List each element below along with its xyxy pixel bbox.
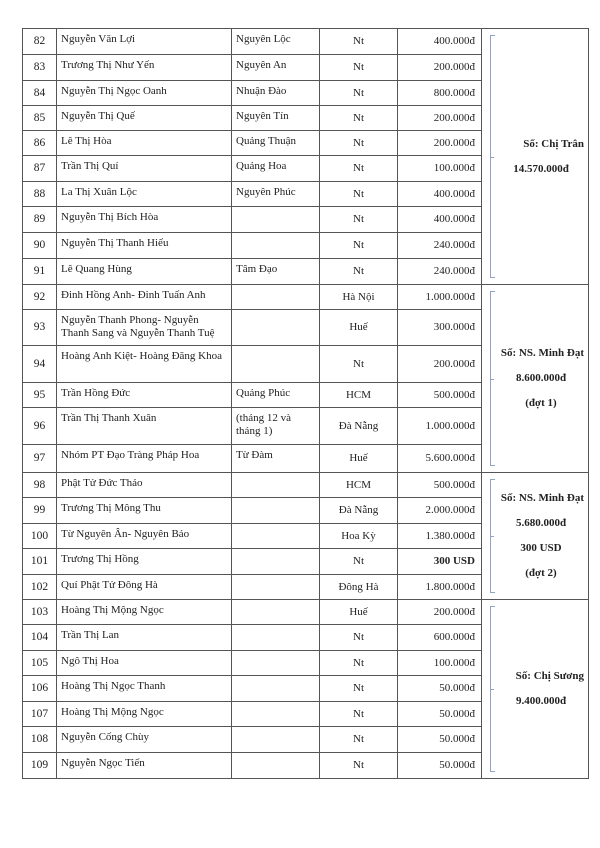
donor-place: Nguyên Lộc bbox=[232, 29, 320, 55]
donor-place bbox=[232, 498, 320, 524]
row-number: 85 bbox=[23, 106, 57, 131]
donation-amount: 240.000đ bbox=[398, 259, 482, 285]
table-row bbox=[23, 600, 589, 625]
bracket-icon bbox=[490, 291, 495, 466]
donor-region: Đà Nẵng bbox=[320, 498, 398, 524]
row-number: 83 bbox=[23, 55, 57, 81]
donor-region: Nt bbox=[320, 207, 398, 233]
donor-name: Trần Hồng Đức bbox=[57, 383, 232, 408]
donor-name: Trương Thị Mông Thu bbox=[57, 498, 232, 524]
row-number: 95 bbox=[23, 383, 57, 408]
donor-place bbox=[232, 285, 320, 310]
donation-amount: 400.000đ bbox=[398, 207, 482, 233]
donation-amount: 240.000đ bbox=[398, 233, 482, 259]
donation-amount: 5.600.000đ bbox=[398, 445, 482, 473]
donor-place bbox=[232, 625, 320, 651]
donation-amount: 1.380.000đ bbox=[398, 524, 482, 549]
donation-amount: 1.800.000đ bbox=[398, 575, 482, 600]
group-summary-line: 9.400.000đ bbox=[515, 695, 567, 707]
donor-place bbox=[232, 651, 320, 676]
donor-place bbox=[232, 676, 320, 702]
donation-table-body bbox=[23, 29, 589, 779]
donor-region: Nt bbox=[320, 651, 398, 676]
group-summary-line: 300 USD bbox=[520, 542, 562, 554]
table-row bbox=[23, 29, 589, 55]
donor-region: Hoa Kỳ bbox=[320, 524, 398, 549]
donor-place: Tâm Đạo bbox=[232, 259, 320, 285]
bracket-icon bbox=[490, 606, 495, 772]
donor-name: Trương Thị Như Yến bbox=[57, 55, 232, 81]
donor-name: Nguyễn Cống Chùy bbox=[57, 727, 232, 753]
donor-region: Nt bbox=[320, 131, 398, 156]
row-number: 82 bbox=[23, 29, 57, 55]
donor-name: Nhóm PT Đạo Tràng Pháp Hoa bbox=[57, 445, 232, 473]
donation-amount: 200.000đ bbox=[398, 106, 482, 131]
donation-table bbox=[22, 28, 589, 779]
row-number: 93 bbox=[23, 310, 57, 346]
donor-name: Hoàng Thị Ngọc Thanh bbox=[57, 676, 232, 702]
donor-region: Nt bbox=[320, 676, 398, 702]
row-number: 92 bbox=[23, 285, 57, 310]
donor-place: Từ Đàm bbox=[232, 445, 320, 473]
donor-region: Nt bbox=[320, 625, 398, 651]
row-number: 109 bbox=[23, 753, 57, 779]
bracket-icon bbox=[490, 35, 495, 278]
donor-name: Ngô Thị Hoa bbox=[57, 651, 232, 676]
donor-name: Đinh Hồng Anh- Đinh Tuấn Anh bbox=[57, 285, 232, 310]
group-summary bbox=[482, 600, 589, 779]
donation-amount: 50.000đ bbox=[398, 702, 482, 727]
row-number: 101 bbox=[23, 549, 57, 575]
donor-name: Trương Thị Hồng bbox=[57, 549, 232, 575]
row-number: 106 bbox=[23, 676, 57, 702]
donor-name: Hoàng Thị Mộng Ngọc bbox=[57, 600, 232, 625]
group-summary-line: 8.600.000đ bbox=[515, 372, 567, 384]
donor-place bbox=[232, 207, 320, 233]
row-number: 105 bbox=[23, 651, 57, 676]
donation-amount: 200.000đ bbox=[398, 600, 482, 625]
bracket-icon bbox=[490, 479, 495, 593]
row-number: 104 bbox=[23, 625, 57, 651]
donor-place bbox=[232, 473, 320, 498]
donation-amount: 400.000đ bbox=[398, 182, 482, 207]
group-summary-line: (đợt 1) bbox=[525, 397, 557, 409]
row-number: 102 bbox=[23, 575, 57, 600]
donation-amount: 800.000đ bbox=[398, 81, 482, 106]
row-number: 90 bbox=[23, 233, 57, 259]
donor-region: Nt bbox=[320, 156, 398, 182]
donor-name: Trần Thị Quí bbox=[57, 156, 232, 182]
donor-name: Trần Thị Thanh Xuân bbox=[57, 408, 232, 445]
donation-amount: 50.000đ bbox=[398, 727, 482, 753]
group-summary bbox=[482, 29, 589, 285]
donor-region: Nt bbox=[320, 182, 398, 207]
row-number: 86 bbox=[23, 131, 57, 156]
donation-amount: 100.000đ bbox=[398, 156, 482, 182]
row-number: 96 bbox=[23, 408, 57, 445]
donation-amount: 200.000đ bbox=[398, 131, 482, 156]
donor-name: Nguyễn Thanh Phong- Nguyễn Thanh Sang và Nguyễn Thanh Tuệ bbox=[57, 310, 232, 346]
donor-name: Hoàng Anh Kiệt- Hoàng Đăng Khoa bbox=[57, 346, 232, 383]
donor-region: Hà Nội bbox=[320, 285, 398, 310]
donor-place: Nguyên An bbox=[232, 55, 320, 81]
donation-amount: 200.000đ bbox=[398, 346, 482, 383]
donor-place: (tháng 12 và tháng 1) bbox=[232, 408, 320, 445]
row-number: 100 bbox=[23, 524, 57, 549]
donor-place: Quảng Thuận bbox=[232, 131, 320, 156]
donor-region: Nt bbox=[320, 727, 398, 753]
donor-place bbox=[232, 753, 320, 779]
table-row bbox=[23, 473, 589, 498]
group-summary-line: 14.570.000đ bbox=[513, 162, 569, 175]
row-number: 98 bbox=[23, 473, 57, 498]
group-summary-line: (đợt 2) bbox=[525, 567, 557, 579]
donation-amount: 300.000đ bbox=[398, 310, 482, 346]
donor-place: Quảng Hoa bbox=[232, 156, 320, 182]
group-summary-line: Số: NS. Minh Đạt bbox=[500, 492, 584, 504]
donor-region: Huế bbox=[320, 600, 398, 625]
donor-region: Nt bbox=[320, 549, 398, 575]
row-number: 84 bbox=[23, 81, 57, 106]
donor-name: Từ Nguyên Ân- Nguyên Bảo bbox=[57, 524, 232, 549]
donor-place bbox=[232, 727, 320, 753]
row-number: 99 bbox=[23, 498, 57, 524]
row-number: 108 bbox=[23, 727, 57, 753]
donor-region: Huế bbox=[320, 310, 398, 346]
group-summary bbox=[482, 285, 589, 473]
donor-name: Nguyễn Thị Ngọc Oanh bbox=[57, 81, 232, 106]
donor-name: Phật Tử Đức Thảo bbox=[57, 473, 232, 498]
donation-amount: 400.000đ bbox=[398, 29, 482, 55]
group-summary-line: 5.680.000đ bbox=[515, 517, 567, 529]
donor-place bbox=[232, 702, 320, 727]
donor-place bbox=[232, 549, 320, 575]
donor-place: Nguyên Tín bbox=[232, 106, 320, 131]
donor-name: Nguyễn Ngọc Tiến bbox=[57, 753, 232, 779]
group-summary-line: Số: NS. Minh Đạt bbox=[500, 347, 584, 359]
donor-region: Đà Nẵng bbox=[320, 408, 398, 445]
donation-amount: 500.000đ bbox=[398, 383, 482, 408]
donor-name: Nguyễn Văn Lợi bbox=[57, 29, 232, 55]
donor-place bbox=[232, 575, 320, 600]
donation-amount: 1.000.000đ bbox=[398, 285, 482, 310]
donor-region: Nt bbox=[320, 753, 398, 779]
donor-place bbox=[232, 524, 320, 549]
donor-region: Nt bbox=[320, 55, 398, 81]
donor-place: Quảng Phúc bbox=[232, 383, 320, 408]
donor-region: Đông Hà bbox=[320, 575, 398, 600]
donor-region: Nt bbox=[320, 346, 398, 383]
row-number: 94 bbox=[23, 346, 57, 383]
donor-region: Nt bbox=[320, 259, 398, 285]
donor-place: Nhuận Đào bbox=[232, 81, 320, 106]
donor-name: Lê Quang Hùng bbox=[57, 259, 232, 285]
donor-place bbox=[232, 600, 320, 625]
donor-region: Nt bbox=[320, 106, 398, 131]
donor-region: Nt bbox=[320, 29, 398, 55]
donor-name: Quí Phật Tử Đông Hà bbox=[57, 575, 232, 600]
donor-place bbox=[232, 233, 320, 259]
row-number: 89 bbox=[23, 207, 57, 233]
donor-name: Trần Thị Lan bbox=[57, 625, 232, 651]
donation-amount: 50.000đ bbox=[398, 753, 482, 779]
donor-name: La Thị Xuân Lộc bbox=[57, 182, 232, 207]
group-summary-line: Số: Chị Sương bbox=[515, 670, 584, 682]
donation-amount: 200.000đ bbox=[398, 55, 482, 81]
donor-region: HCM bbox=[320, 473, 398, 498]
row-number: 107 bbox=[23, 702, 57, 727]
row-number: 88 bbox=[23, 182, 57, 207]
donor-region: Nt bbox=[320, 702, 398, 727]
donation-amount: 100.000đ bbox=[398, 651, 482, 676]
table-row bbox=[23, 285, 589, 310]
row-number: 91 bbox=[23, 259, 57, 285]
donor-region: Huế bbox=[320, 445, 398, 473]
donor-region: HCM bbox=[320, 383, 398, 408]
donation-amount: 600.000đ bbox=[398, 625, 482, 651]
donor-place bbox=[232, 346, 320, 383]
group-summary bbox=[482, 473, 589, 600]
row-number: 87 bbox=[23, 156, 57, 182]
donation-amount: 1.000.000đ bbox=[398, 408, 482, 445]
donor-region: Nt bbox=[320, 233, 398, 259]
group-summary-line: Số: Chị Trân bbox=[523, 137, 584, 150]
donor-name: Nguyễn Thị Quế bbox=[57, 106, 232, 131]
donor-place bbox=[232, 310, 320, 346]
row-number: 97 bbox=[23, 445, 57, 473]
donor-name: Nguyễn Thị Bích Hòa bbox=[57, 207, 232, 233]
donation-amount: 50.000đ bbox=[398, 676, 482, 702]
donation-amount: 300 USD bbox=[398, 549, 482, 575]
row-number: 103 bbox=[23, 600, 57, 625]
donor-name: Lê Thị Hòa bbox=[57, 131, 232, 156]
donor-name: Hoàng Thị Mộng Ngọc bbox=[57, 702, 232, 727]
donor-name: Nguyễn Thị Thanh Hiếu bbox=[57, 233, 232, 259]
donation-amount: 500.000đ bbox=[398, 473, 482, 498]
donor-place: Nguyên Phúc bbox=[232, 182, 320, 207]
donation-amount: 2.000.000đ bbox=[398, 498, 482, 524]
donor-region: Nt bbox=[320, 81, 398, 106]
